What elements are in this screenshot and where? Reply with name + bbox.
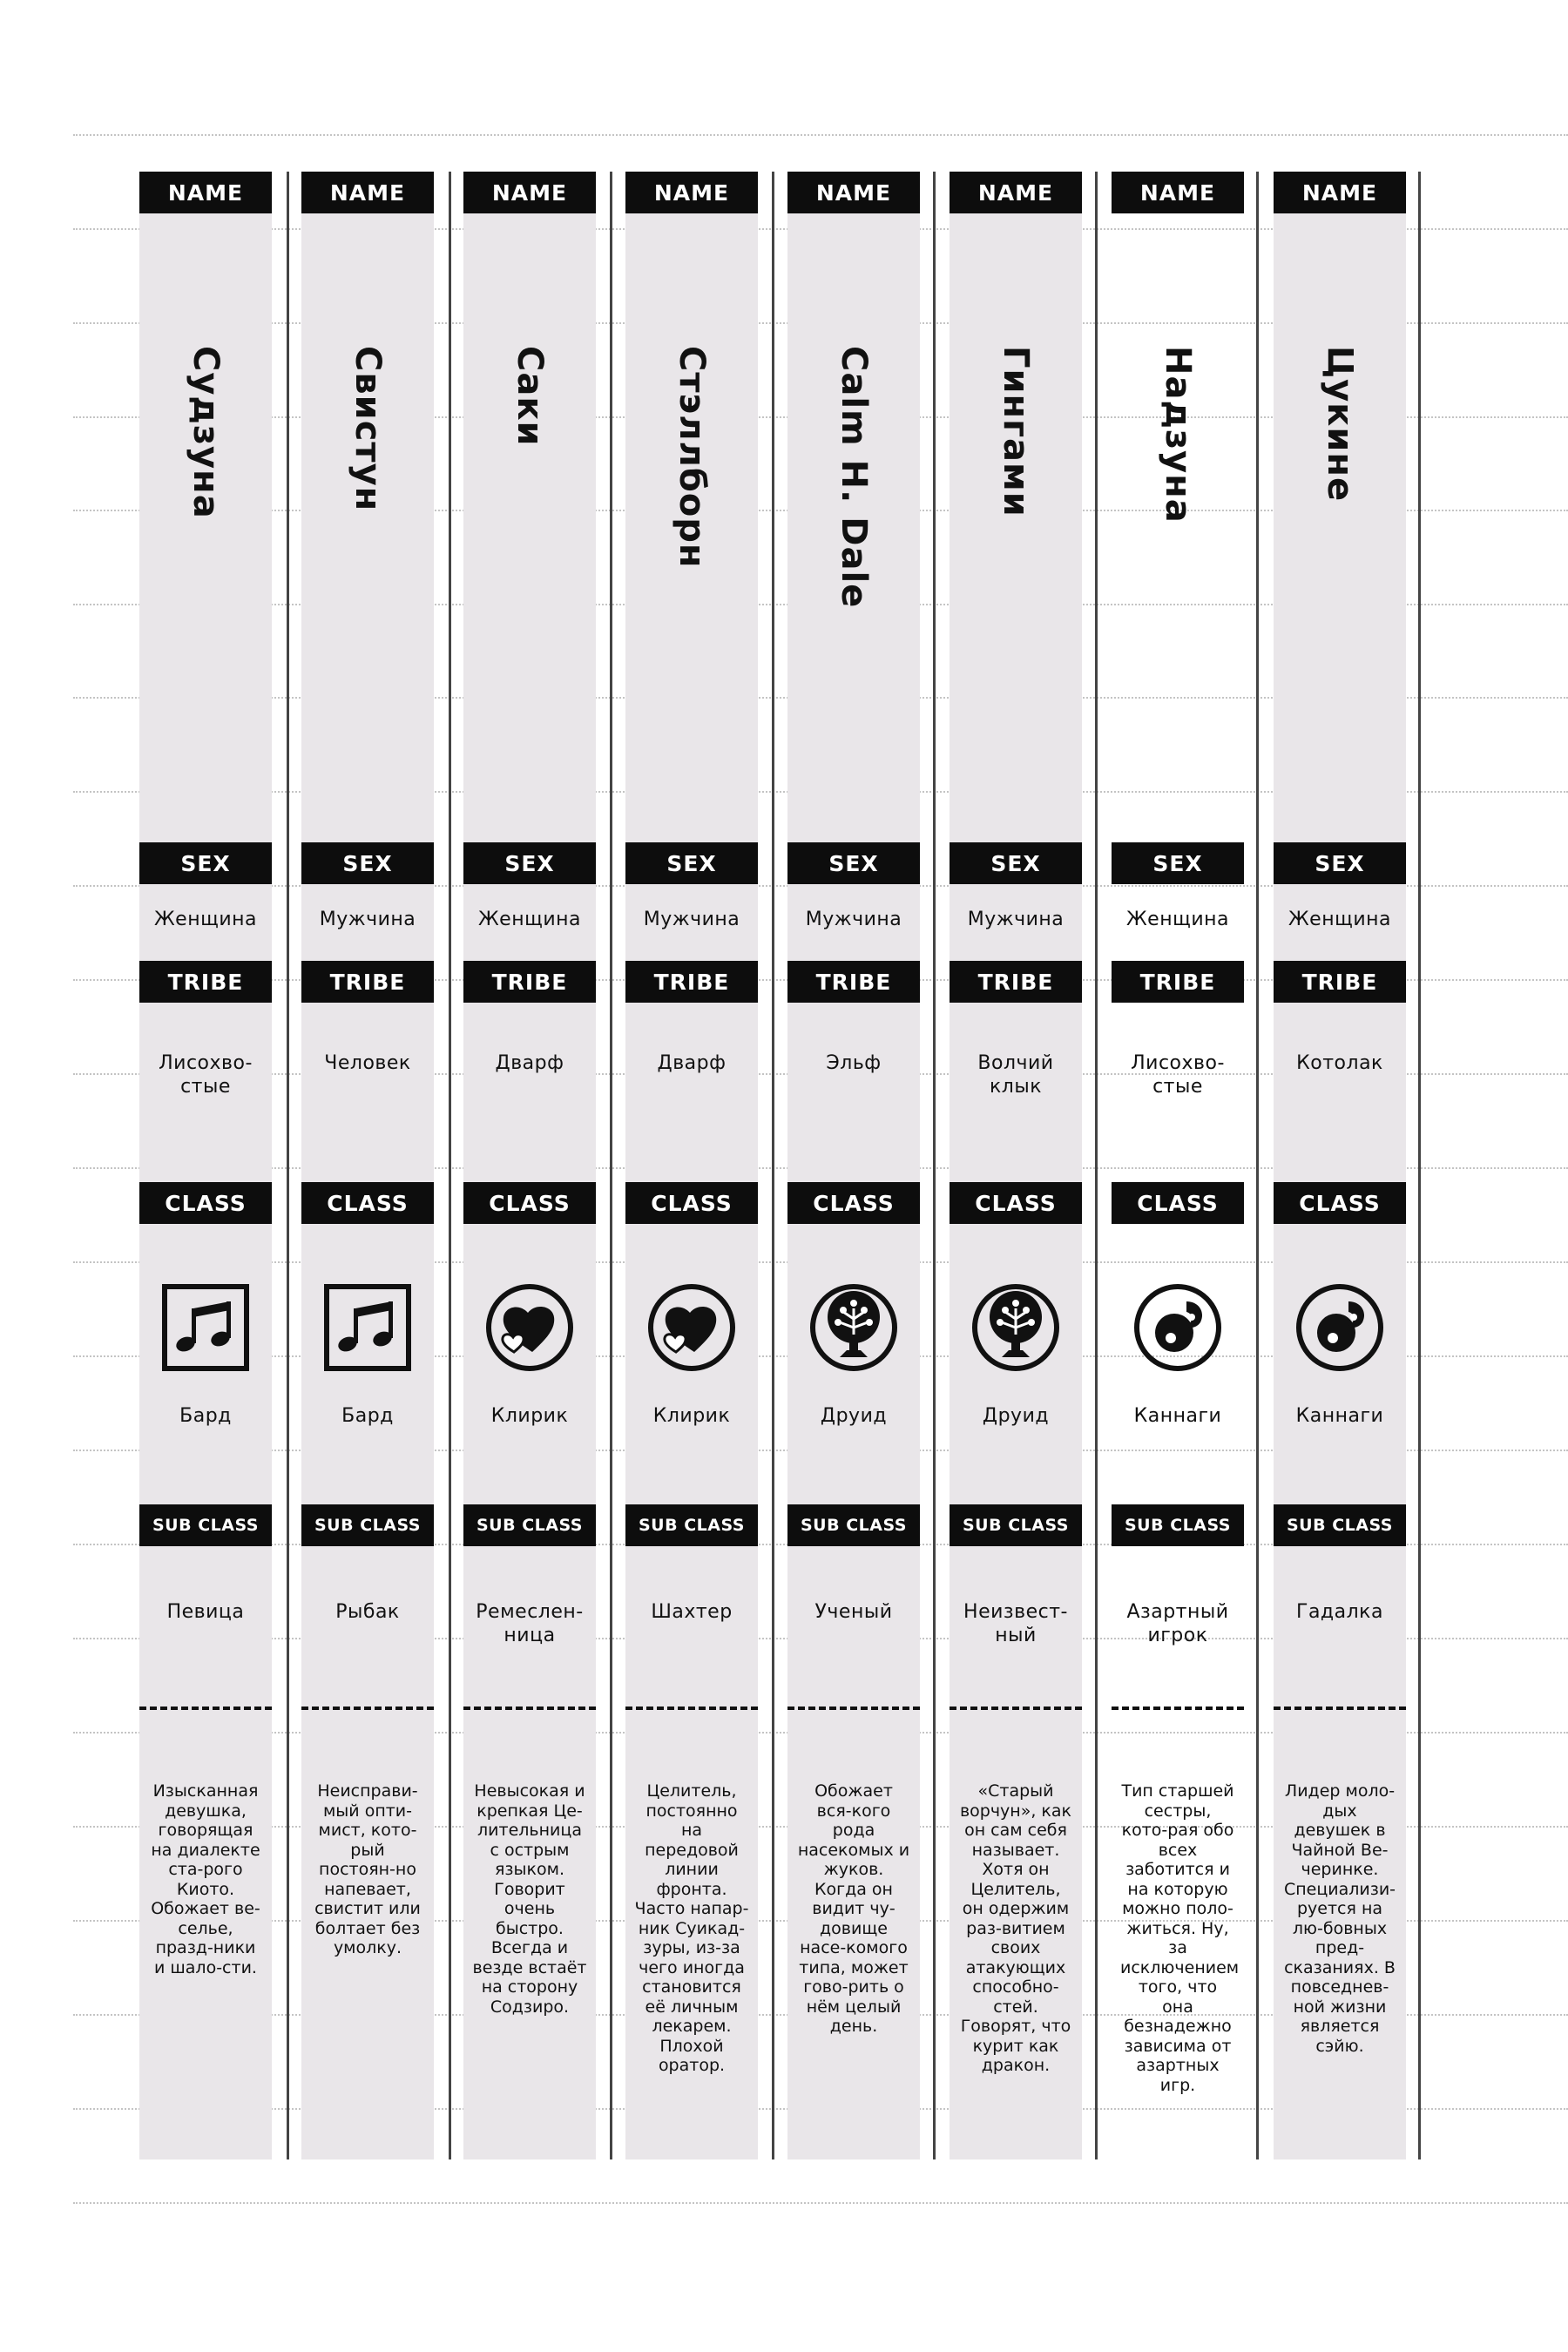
tribe-value: Дварф — [657, 1052, 727, 1074]
character-name-text: Судзуна — [186, 346, 226, 519]
character-name-text: Цукине — [1320, 346, 1360, 503]
character-name — [139, 346, 272, 834]
character-name-text: Надзуна — [1158, 346, 1198, 524]
character-column-7 — [1112, 172, 1244, 2159]
subclass-value: Азартный игрок — [1126, 1601, 1229, 1646]
tree-icon — [970, 1282, 1061, 1373]
character-column-2 — [301, 172, 434, 2159]
name-header: NAME — [625, 172, 758, 213]
class-header: CLASS — [139, 1182, 272, 1224]
name-header: NAME — [301, 172, 434, 213]
character-name — [950, 346, 1082, 834]
class-value: Друид — [982, 1405, 1050, 1427]
sex-value: Мужчина — [805, 909, 902, 930]
class-header: CLASS — [625, 1182, 758, 1224]
character-description: Изысканная девушка, говорящая на диалекте ста-рого Киото. Обожает ве-селье, празд-ники и шало-сти. — [151, 1781, 260, 1977]
heart-icon — [646, 1282, 737, 1373]
class-header: CLASS — [463, 1182, 596, 1224]
class-value: Клирик — [652, 1405, 731, 1427]
sex-header: SEX — [1112, 842, 1244, 884]
character-description: Лидер моло-дых девушек в Чайной Ве-черинке. Специализи-руется на лю-бовных пред-сказаниях. В повседнев-ной жизни является сэйю. — [1283, 1781, 1396, 2056]
sex-header: SEX — [625, 842, 758, 884]
subclass-value: Певица — [166, 1601, 245, 1623]
tribe-value: Человек — [324, 1052, 411, 1074]
heart-icon — [484, 1282, 575, 1373]
subclass-header: SUB CLASS — [463, 1504, 596, 1546]
class-value: Бард — [179, 1405, 232, 1427]
tribe-header: TRIBE — [139, 961, 272, 1003]
name-header: NAME — [1112, 172, 1244, 213]
subclass-value: Ремеслен- ница — [476, 1601, 584, 1646]
sex-value: Женщина — [153, 909, 257, 930]
subclass-header: SUB CLASS — [139, 1504, 272, 1546]
class-value: Бард — [341, 1405, 394, 1427]
divider-dashed — [1112, 1707, 1244, 1710]
tribe-header: TRIBE — [301, 961, 434, 1003]
name-header: NAME — [787, 172, 920, 213]
name-header: NAME — [950, 172, 1082, 213]
sex-value: Женщина — [1125, 909, 1229, 930]
divider-dashed — [625, 1707, 758, 1710]
class-header: CLASS — [950, 1182, 1082, 1224]
tribe-value: Дварф — [495, 1052, 564, 1074]
sex-header: SEX — [139, 842, 272, 884]
character-name — [463, 346, 596, 834]
subclass-header: SUB CLASS — [787, 1504, 920, 1546]
music-note-icon — [322, 1282, 413, 1373]
subclass-value: Рыбак — [335, 1601, 400, 1623]
subclass-header: SUB CLASS — [950, 1504, 1082, 1546]
character-description: Неисправи-мый опти-мист, кото-рый постоян-но напевает, свистит или болтает без умолку. — [314, 1781, 421, 1957]
character-name-text: Саки — [510, 346, 550, 447]
tribe-header: TRIBE — [1274, 961, 1406, 1003]
sex-value: Женщина — [1288, 909, 1391, 930]
class-value: Клирик — [490, 1405, 569, 1427]
tribe-value: Лисохво- стые — [1131, 1052, 1225, 1098]
character-name — [1274, 346, 1406, 834]
class-header: CLASS — [301, 1182, 434, 1224]
character-description: Невысокая и крепкая Це-лительница с острым языком. Говорит очень быстро. Всегда и везде встаёт на сторону Содзиро. — [472, 1781, 587, 2017]
character-column-1 — [139, 172, 272, 2159]
divider-dashed — [950, 1707, 1082, 1710]
character-name-text: Свистун — [348, 346, 388, 512]
subclass-header: SUB CLASS — [625, 1504, 758, 1546]
divider-dashed — [787, 1707, 920, 1710]
name-header: NAME — [1274, 172, 1406, 213]
character-name-text: Гингами — [996, 346, 1036, 517]
name-header: NAME — [139, 172, 272, 213]
class-header: CLASS — [1274, 1182, 1406, 1224]
sex-value: Мужчина — [319, 909, 416, 930]
character-description: Целитель, постоянно на передовой линии фронта. Часто напар-ник Суикад-зуры, из-за чего иногда становится её личным лекарем. Плохой оратор. — [634, 1781, 749, 2075]
yin-yang-icon — [1294, 1282, 1385, 1373]
sex-value: Женщина — [477, 909, 581, 930]
subclass-value: Неизвест- ный — [963, 1601, 1068, 1646]
tribe-value: Волчий клык — [977, 1052, 1054, 1098]
music-note-icon — [160, 1282, 251, 1373]
character-name-text: Стэллборн — [672, 346, 712, 569]
sex-header: SEX — [787, 842, 920, 884]
tribe-header: TRIBE — [950, 961, 1082, 1003]
sex-value: Мужчина — [967, 909, 1064, 930]
tribe-header: TRIBE — [787, 961, 920, 1003]
tree-icon — [808, 1282, 899, 1373]
tribe-header: TRIBE — [1112, 961, 1244, 1003]
character-name — [1112, 346, 1244, 834]
character-column-4 — [625, 172, 758, 2159]
sex-header: SEX — [950, 842, 1082, 884]
tribe-value: Котолак — [1296, 1052, 1383, 1074]
tribe-value: Лисохво- стые — [159, 1052, 253, 1098]
divider-dashed — [139, 1707, 272, 1710]
subclass-value: Шахтер — [651, 1601, 733, 1623]
divider-dashed — [463, 1707, 596, 1710]
character-column-8 — [1274, 172, 1406, 2159]
name-header: NAME — [463, 172, 596, 213]
character-name-text: Calm H. Dale — [834, 346, 874, 609]
tribe-header: TRIBE — [463, 961, 596, 1003]
subclass-value: Ученый — [814, 1601, 893, 1623]
subclass-header: SUB CLASS — [1274, 1504, 1406, 1546]
divider-dashed — [1274, 1707, 1406, 1710]
divider-dashed — [301, 1707, 434, 1710]
subclass-header: SUB CLASS — [1112, 1504, 1244, 1546]
subclass-value: Гадалка — [1296, 1601, 1383, 1623]
tribe-header: TRIBE — [625, 961, 758, 1003]
sex-header: SEX — [1274, 842, 1406, 884]
class-value: Каннаги — [1133, 1405, 1222, 1427]
character-name — [787, 346, 920, 834]
yin-yang-icon — [1132, 1282, 1223, 1373]
character-description: Обожает вся-кого рода насекомых и жуков. Когда он видит чу-довище насе-комого типа, может гово-рить о нём целый день. — [797, 1781, 910, 2036]
character-name — [301, 346, 434, 834]
class-value: Друид — [820, 1405, 888, 1427]
character-description: Тип старшей сестры, кото-рая обо всех заботится и на которую можно поло-житься. Ну, за исключением того, что она безнадежно зависима от азартных игр. — [1120, 1781, 1240, 2095]
class-value: Каннаги — [1295, 1405, 1384, 1427]
character-description: «Старый ворчун», как он сам себя называет. Хотя он Целитель, он одержим раз-витием своих атакующих способно-стей. Говорят, что курит как дракон. — [959, 1781, 1072, 2075]
sex-header: SEX — [301, 842, 434, 884]
character-name — [625, 346, 758, 834]
sex-header: SEX — [463, 842, 596, 884]
sex-value: Мужчина — [643, 909, 740, 930]
character-column-6 — [950, 172, 1082, 2159]
subclass-header: SUB CLASS — [301, 1504, 434, 1546]
tribe-value: Эльф — [826, 1052, 882, 1074]
character-column-3 — [463, 172, 596, 2159]
character-column-5 — [787, 172, 920, 2159]
class-header: CLASS — [787, 1182, 920, 1224]
class-header: CLASS — [1112, 1182, 1244, 1224]
